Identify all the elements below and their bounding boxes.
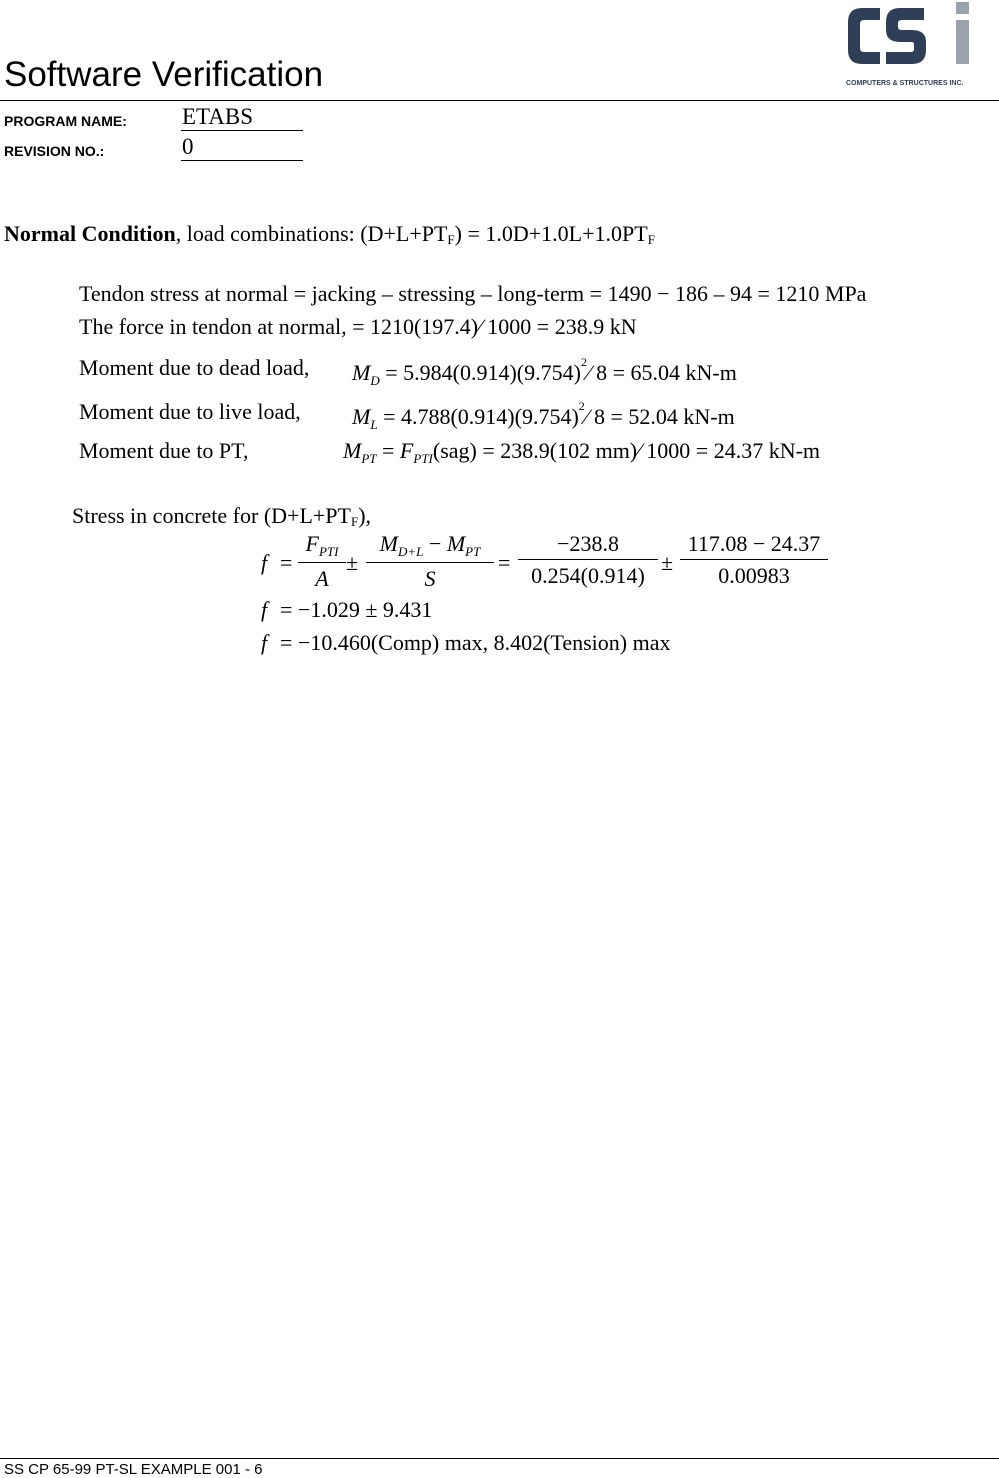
live-load-expr-a: = 4.788(0.914)(9.754) [383,404,579,429]
section-heading-sub1: F [447,232,455,247]
force-expression: 1210(197.4)∕ 1000 = 238.9 kN [369,314,637,339]
fraction-numeric-1-num: −238.8 [557,531,619,556]
fraction-numeric-1-den: 0.254(0.914) [531,563,645,588]
fraction-numeric-2-den: 0.00983 [718,563,790,588]
fraction-m-over-s-den: S [424,566,436,591]
stress-pm-1: ± [346,550,359,575]
live-load-subscript: L [370,417,378,432]
revision-value: 0 [181,134,303,161]
dead-load-label: Moment due to dead load, [79,355,310,380]
live-load-exponent: 2 [578,399,585,413]
footer-rule [0,1458,999,1459]
fraction-f-subscript: PTI [318,544,339,559]
fraction-f-symbol: F [305,531,319,556]
revision-label: REVISION NO.: [4,143,105,159]
fraction-bar [298,562,346,563]
section-heading [4,221,655,248]
fraction-f-over-a-num [298,531,346,560]
live-load-symbol: M [352,404,371,429]
stress-intro-sub: F [350,514,359,529]
fraction-f-over-a-den: A [315,566,329,591]
stress-f-symbol-3: f [261,630,268,655]
stress-eq-1: = [280,550,293,575]
pt-force-symbol: F [399,438,414,463]
fraction-numeric-2-num: 117.08 − 24.37 [687,531,821,556]
stress-result-line-2: = −1.029 ± 9.431 [280,597,433,622]
csi-logo-mark [842,0,978,92]
fraction-m-symbol-b: M [446,531,466,556]
pt-moment-label: Moment due to PT, [79,438,249,463]
stress-intro-a: Stress in concrete for (D+L+PT [72,503,351,528]
stress-intro [72,503,371,530]
tendon-stress-line: Tendon stress at normal = jacking – stressing – long-term = 1490 − 186 – 94 = 1210 MPa [79,281,867,306]
fraction-bar [518,559,658,560]
stress-intro-b: ), [358,503,372,528]
dead-load-expr-a: = 5.984(0.914)(9.754) [385,360,581,385]
fraction-f-over-a [298,531,346,592]
force-label: The force in tendon at normal, = [79,314,370,339]
fraction-m-over-s-num [366,531,494,560]
fraction-bar [680,559,828,560]
fraction-minus: − [423,531,447,556]
fraction-bar [366,562,494,563]
section-heading-mid: ) = 1.0D+1.0L+1.0PT [454,221,648,246]
section-heading-sub2: F [647,232,655,247]
section-heading-rest: , load combinations: (D+L+PT [175,221,448,246]
fraction-m-subscript-a: D+L [398,544,424,559]
section-heading-bold: Normal Condition [4,221,176,246]
program-name-value: ETABS [181,104,303,131]
header-rule [0,100,999,101]
pt-moment-eq: = [382,438,395,463]
pt-force-subscript: PTI [413,451,433,466]
pt-moment-subscript: PT [361,451,377,466]
stress-f-symbol-1: f [261,550,268,575]
stress-pm-2: ± [661,550,674,575]
program-name-label: PROGRAM NAME: [4,113,127,129]
stress-eq-2: = [498,550,511,575]
footer-text: SS CP 65-99 PT-SL EXAMPLE 001 - 6 [4,1461,263,1478]
live-load-expression [352,399,735,433]
force-line [79,314,637,340]
pt-moment-symbol: M [343,438,362,463]
fraction-m-over-s [366,531,494,592]
logo-caption: COMPUTERS & STRUCTURES INC. [846,80,964,87]
dead-load-symbol: M [352,360,371,385]
fraction-numeric-1 [518,531,658,589]
stress-f-symbol-2: f [261,597,268,622]
dead-load-subscript: D [370,373,380,388]
page-title: Software Verification [4,55,324,94]
dead-load-exponent: 2 [580,355,587,369]
csi-logo [842,0,978,92]
dead-load-expression [352,355,737,389]
stress-result-line-3: = −10.460(Comp) max, 8.402(Tension) max [280,630,671,655]
live-load-label: Moment due to live load, [79,399,301,424]
dead-load-expr-b: ∕ 8 = 65.04 kN-m [586,360,737,385]
fraction-m-symbol-a: M [379,531,398,556]
fraction-numeric-2 [680,531,828,589]
pt-moment-expression [343,438,820,467]
pt-moment-expr: (sag) = 238.9(102 mm)∕ 1000 = 24.37 kN-m [432,438,821,463]
live-load-expr-b: ∕ 8 = 52.04 kN-m [584,404,735,429]
fraction-m-subscript-b: PT [465,544,481,559]
